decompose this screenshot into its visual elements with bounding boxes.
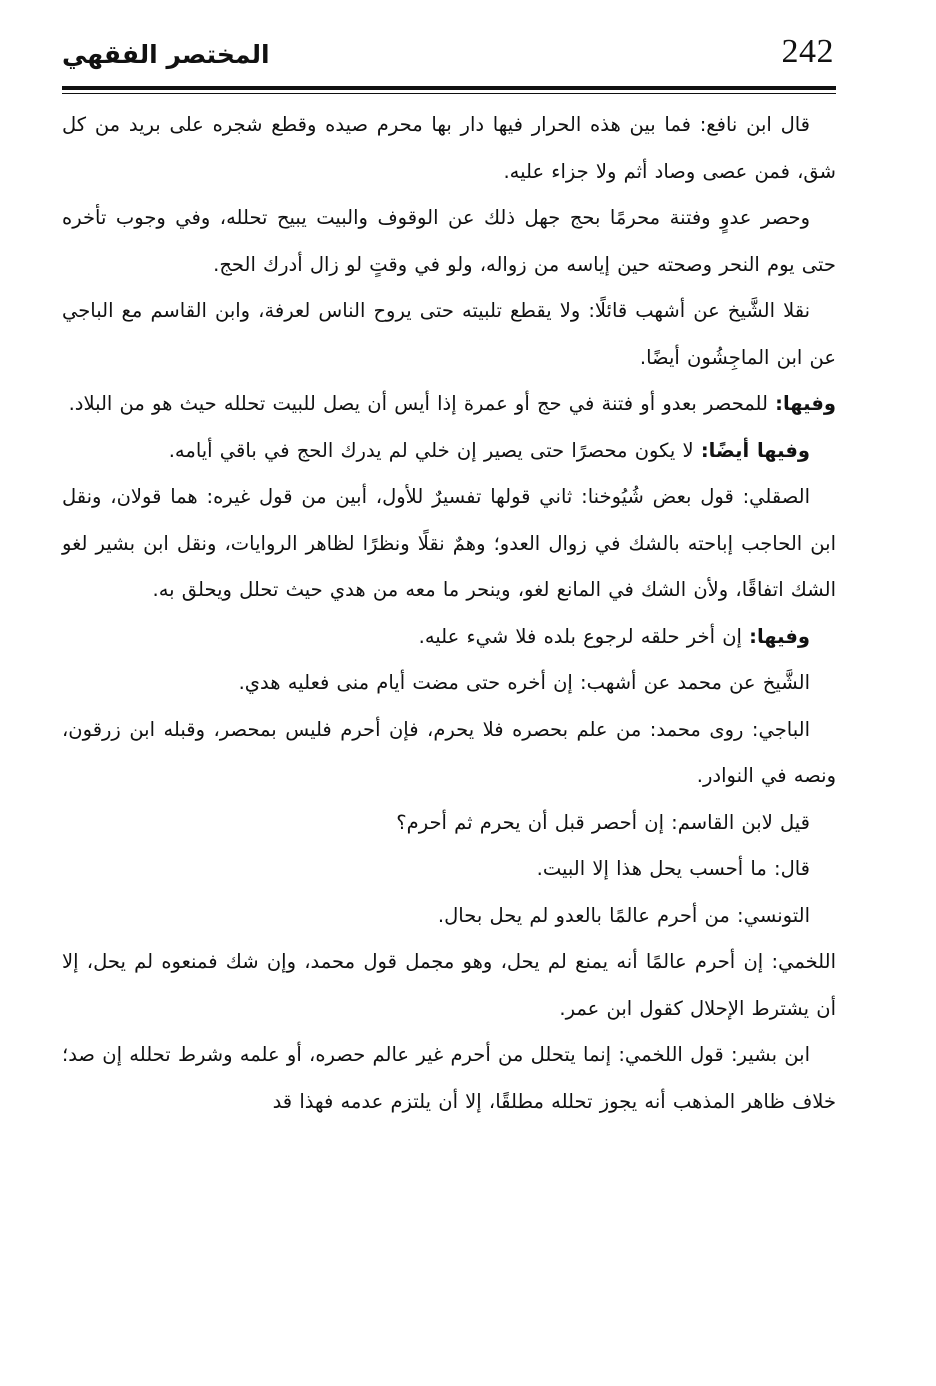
paragraph: وحصر عدوٍ وفتنة محرمًا بحج جهل ذلك عن الوقوف والبيت يبيح تحلله، وفي وجوب تأخره حتى يوم النحر وصحته حين إياسه من زواله، ولو في وقتٍ لو زال أدرك الحج.: [62, 206, 836, 276]
page-number: 242: [781, 33, 834, 70]
paragraph: اللخمي: إن أحرم عالمًا أنه يمنع لم يحل، وهو مجمل قول محمد، وإن شك فمنعوه لم يحل، إلا أن يشترط الإحلال كقول ابن عمر.: [62, 950, 836, 1020]
paragraph: قيل لابن القاسم: إن أحصر قبل أن يحرم ثم أحرم؟: [396, 810, 810, 834]
header-rule-thick: [62, 86, 836, 90]
paragraph: ابن بشير: قول اللخمي: إنما يتحلل من أحرم غير عالم حصره، أو علمه وشرط تحلله إن صد؛ خلاف ظاهر المذهب أنه يجوز تحلله مطلقًا، إلا أن يلتزم عدمه فهذا قد: [62, 1043, 836, 1113]
header-rule-thin: [62, 93, 836, 94]
paragraph: نقلا الشَّيخ عن أشهب قائلًا: ولا يقطع تلبيته حتى يروح الناس لعرفة، وابن القاسم مع الباجي عن ابن الماجِشُون أيضًا.: [62, 299, 836, 369]
paragraph: الباجي: روى محمد: من علم بحصره فلا يحرم، فإن أحرم فليس بمحصر، وقبله ابن زرقون، ونصه في النوادر.: [62, 717, 836, 787]
page-header: [62, 28, 834, 80]
paragraph: الشَّيخ عن محمد عن أشهب: إن أخره حتى مضت أيام منى فعليه هدي.: [238, 671, 810, 694]
running-title: المختصر الفقهي: [62, 40, 270, 69]
paragraph: وفيها أيضًا: لا يكون محصرًا حتى يصير إن خلي لم يدرك الحج في باقي أيامه.: [168, 438, 810, 462]
paragraph: وفيها: إن أخر حلقه لرجوع بلده فلا شيء عليه.: [418, 624, 810, 648]
paragraph: وفيها: للمحصر بعدو أو فتنة في حج أو عمرة إذا أيس أن يصل للبيت تحلله حيث هو من البلاد.: [68, 392, 836, 415]
paragraph: قال ابن نافع: فما بين هذه الحرار فيها دار بها محرم صيده وقطع شجره على بريد من كل شق، فمن عصى وصاد أثم ولا جزاء عليه.: [62, 113, 836, 183]
paragraph: قال: ما أحسب يحل هذا إلا البيت.: [536, 857, 810, 880]
page-body: [62, 102, 836, 1125]
paragraph: التونسي: من أحرم عالمًا بالعدو لم يحل بحال.: [437, 903, 810, 927]
paragraph: الصقلي: قول بعض شُيُوخنا: ثاني قولها تفسيرٌ للأول، أبين من قول غيره: هما قولان، ونقل ابن الحاجب إباحته بالشك في زوال العدو؛ وهمٌ نقلًا ونظرًا لظاهر الروايات، ونقل ابن بشير لغو الشك اتفاقًا، ولأن الشك في المانع لغو، وينحر ما معه من هدي حيث تحلل ويحلق به.: [62, 485, 836, 601]
